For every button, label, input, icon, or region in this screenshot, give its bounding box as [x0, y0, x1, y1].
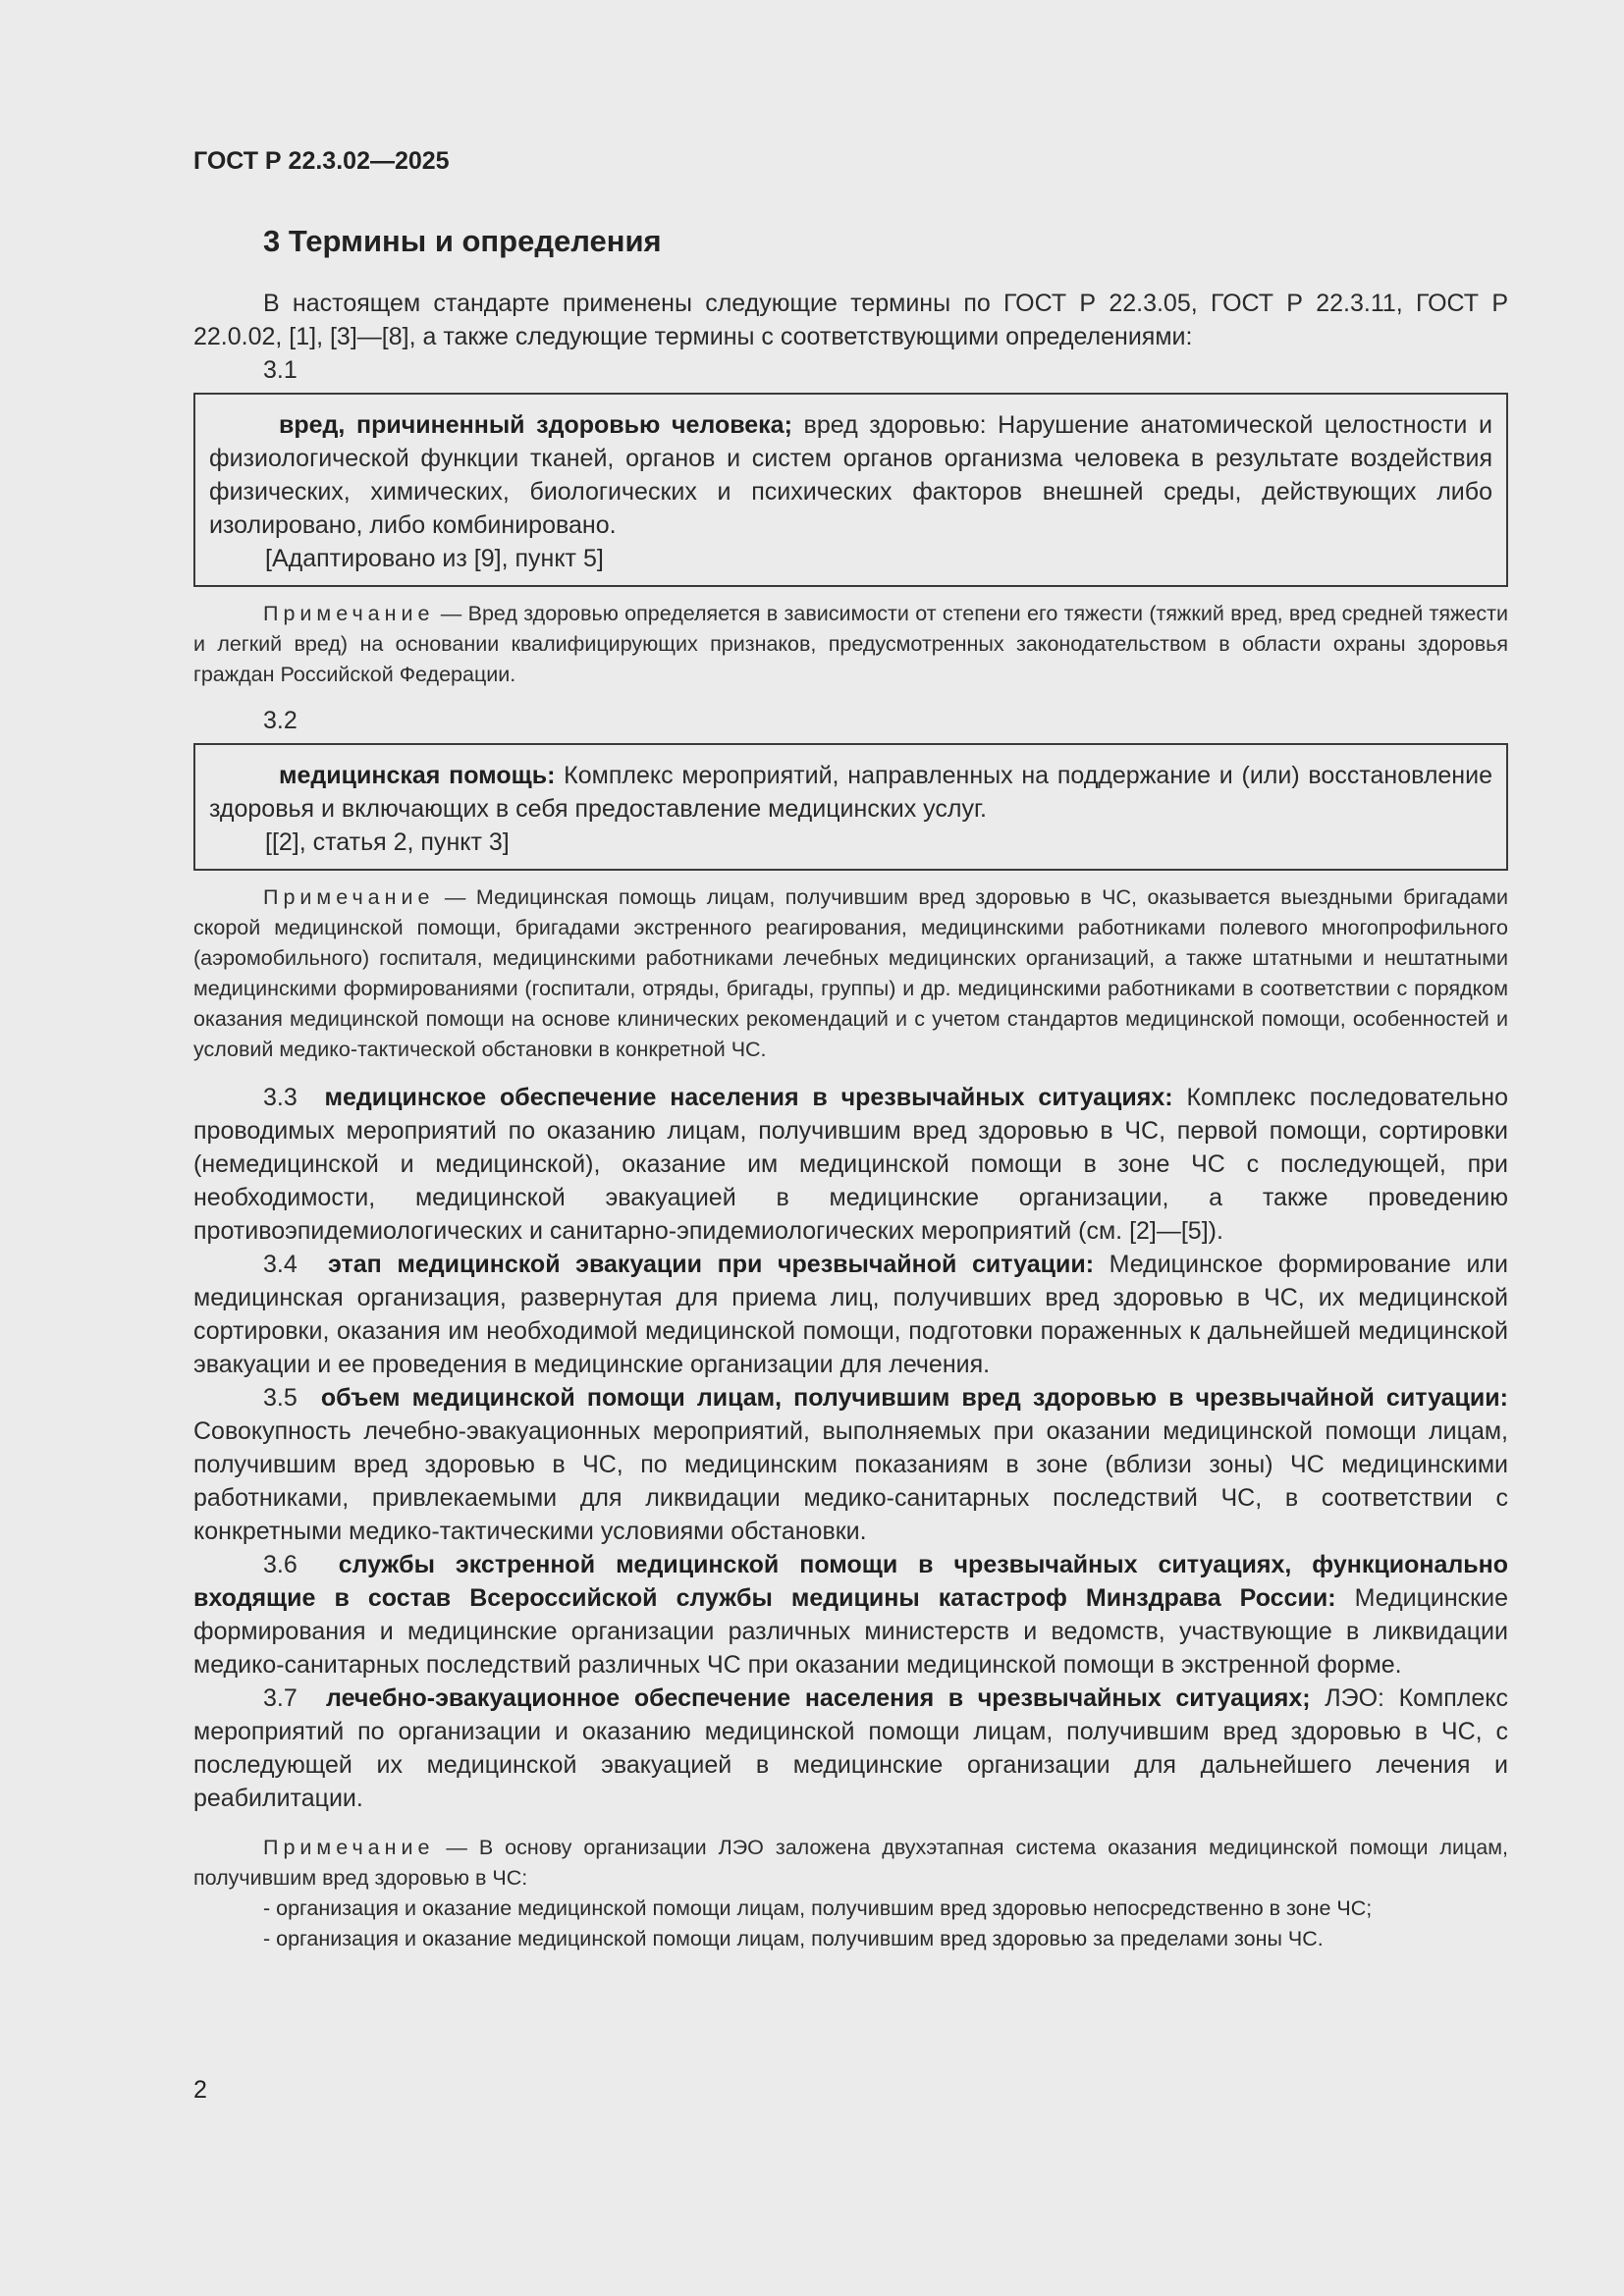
term-number-3-7: 3.7	[263, 1684, 298, 1712]
term-text-3-2: Комплекс мероприятий, направленных на поддержание и (или) восстановление здоровья и включающих в себя предоставление медицинских услуг.	[209, 762, 1492, 823]
term-3-6	[193, 1548, 1508, 1682]
document-body	[193, 287, 1508, 1954]
section-title: 3 Термины и определения	[263, 224, 662, 258]
term-3-3	[193, 1081, 1508, 1248]
term-3-7	[193, 1682, 1508, 1815]
term-number-3-5: 3.5	[263, 1384, 298, 1412]
term-definition-3-2	[209, 759, 1492, 826]
term-3-5	[193, 1381, 1508, 1548]
term-definition-3-1	[209, 408, 1492, 542]
terms-list	[193, 1081, 1508, 1815]
note-3-7	[193, 1833, 1508, 1894]
term-box-3-1	[193, 393, 1508, 587]
note-3-1	[193, 599, 1508, 690]
term-number-3-2: 3.2	[263, 707, 298, 734]
term-3-4	[193, 1248, 1508, 1381]
term-number-3-4: 3.4	[263, 1251, 298, 1278]
term-name-3-5: объем медицинской помощи лицам, получившим вред здоровью в чрезвычайной ситуации:	[320, 1384, 1508, 1412]
term-text-3-1: вред здоровью: Нарушение анатомической целостности и физиологической функции тканей, органов и систем органов организма человека в результате воздействия физических, химических, биологических и психических факторов внешней среды, действующих либо изолировано, либо комбинировано.	[209, 411, 1492, 539]
note-3-2	[193, 882, 1508, 1065]
term-text-3-7: ЛЭО: Комплекс мероприятий по организации и оказанию медицинской помощи лицам, получившим вред здоровью в ЧС, с последующей их медицинской эвакуацией в медицинские организации для дальнейшего лечения и реабилитации.	[193, 1684, 1508, 1812]
term-number-3-6: 3.6	[263, 1551, 298, 1578]
term-text-3-5: Совокупность лечебно-эвакуационных мероприятий, выполняемых при оказании медицинской помощи лицам, получившим вред здоровью в ЧС, по медицинским показаниям в зоне (вблизи зоны) ЧС медицинскими работниками, привлекаемыми для ликвидации медико-санитарных последствий ЧС, в соответствии с конкретными медико-тактическими условиями обстановки.	[193, 1417, 1508, 1545]
term-name-3-7: лечебно-эвакуационное обеспечение населения в чрезвычайных ситуациях;	[326, 1684, 1311, 1712]
term-box-3-2	[193, 743, 1508, 871]
note-list-item: - организация и оказание медицинской помощи лицам, получившим вред здоровью непосредственно в зоне ЧС;	[263, 1896, 1373, 1920]
term-text-3-4: Медицинское формирование или медицинская организация, развернутая для приема лиц, получивших вред здоровью в ЧС, их медицинской сортировки, оказания им необходимой медицинской помощи, подготовки пораженных к дальнейшей медицинской эвакуации и ее проведения в медицинские организации для лечения.	[193, 1251, 1508, 1378]
intro-paragraph: В настоящем стандарте применены следующие термины по ГОСТ Р 22.3.05, ГОСТ Р 22.3.11, ГОСТ Р 22.0.02, [1], [3]—[8], а также следующие термины с соответствующими определениями:	[193, 290, 1508, 350]
term-name-3-6: службы экстренной медицинской помощи в чрезвычайных ситуациях, функционально входящие в состав Всероссийской службы медицины катастроф Минздрава России:	[193, 1551, 1508, 1612]
term-text-3-3: Комплекс последовательно проводимых мероприятий по оказанию лицам, получившим вред здоровью в ЧС, первой помощи, сортировки (немедицинской и медицинской), оказание им медицинской помощи в зоне ЧС с последующей, при необходимости, медицинской эвакуацией в медицинские организации, а также проведению противоэпидемиологических и санитарно-эпидемиологических мероприятий (см. [2]—[5]).	[193, 1084, 1508, 1245]
note-text-3-2: — Медицинская помощь лицам, получившим вред здоровью в ЧС, оказывается выездными бригадами скорой медицинской помощи, бригадами экстренного реагирования, медицинскими работниками полевого многопрофильного (аэромобильного) госпиталя, медицинскими работниками лечебных медицинских организаций, а также штатными и нештатными медицинскими формированиями (госпитали, отряды, бригады, группы) и др. медицинскими работниками в соответствии с порядком оказания медицинской помощи на основе клинических рекомендаций и с учетом стандартов медицинской помощи, особенностей и условий медико-тактической обстановки в конкретной ЧС.	[193, 885, 1508, 1061]
note-label-3-7: Примечание	[263, 1836, 435, 1859]
term-number-3-3: 3.3	[263, 1084, 298, 1111]
term-name-3-1: вред, причиненный здоровью человека;	[279, 411, 792, 439]
term-source-3-2: [[2], статья 2, пункт 3]	[265, 828, 510, 856]
note-list-item: - организация и оказание медицинской помощи лицам, получившим вред здоровью за пределами зоны ЧС.	[263, 1927, 1324, 1950]
term-name-3-3: медицинское обеспечение населения в чрезвычайных ситуациях:	[324, 1084, 1173, 1111]
term-name-3-4: этап медицинской эвакуации при чрезвычайной ситуации:	[328, 1251, 1095, 1278]
note-label-3-1: Примечание	[263, 602, 435, 625]
term-name-3-2: медицинская помощь:	[279, 762, 556, 789]
term-number-3-1: 3.1	[263, 356, 298, 384]
term-text-3-6: Медицинские формирования и медицинские организации различных министерств и ведомств, участвующие в ликвидации медико-санитарных последствий различных ЧС при оказании медицинской помощи в экстренной форме.	[193, 1584, 1508, 1679]
term-source-3-1: [Адаптировано из [9], пункт 5]	[265, 545, 604, 572]
standard-code: ГОСТ Р 22.3.02—2025	[193, 147, 450, 175]
page-number: 2	[193, 2076, 207, 2104]
note-text-3-1: — Вред здоровью определяется в зависимости от степени его тяжести (тяжкий вред, вред средней тяжести и легкий вред) на основании квалифицирующих признаков, предусмотренных законодательством в области охраны здоровья граждан Российской Федерации.	[193, 602, 1508, 686]
note-label-3-2: Примечание	[263, 885, 435, 909]
note-text-3-7: — В основу организации ЛЭО заложена двухэтапная система оказания медицинской помощи лицам, получившим вред здоровью в ЧС:	[193, 1836, 1508, 1890]
